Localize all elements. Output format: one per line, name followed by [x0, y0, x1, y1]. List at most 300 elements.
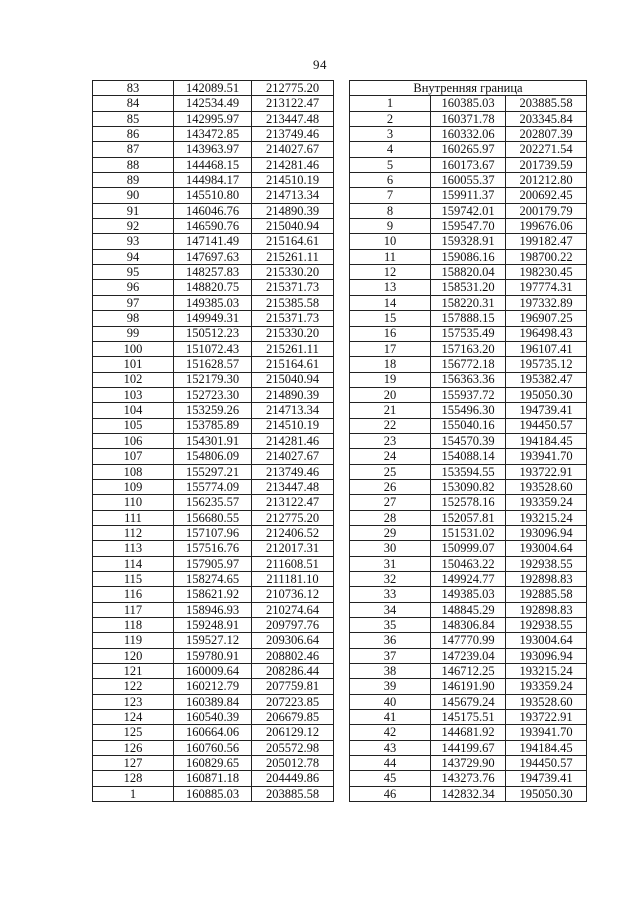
x-coordinate-cell: 159742.01: [431, 203, 506, 218]
y-coordinate-cell: 193004.64: [506, 633, 587, 648]
table-row: [350, 710, 587, 725]
point-number-cell: 99: [93, 326, 174, 341]
y-coordinate-cell: 213447.48: [252, 479, 334, 494]
point-number-cell: 31: [350, 556, 431, 571]
point-number-cell: 39: [350, 679, 431, 694]
point-number-cell: 41: [350, 710, 431, 725]
point-number-cell: 104: [93, 403, 174, 418]
x-coordinate-cell: 158621.92: [174, 587, 252, 602]
x-coordinate-cell: 144984.17: [174, 173, 252, 188]
table-row: [93, 142, 334, 157]
y-coordinate-cell: 215040.94: [252, 372, 334, 387]
point-number-cell: 35: [350, 618, 431, 633]
table-row: [350, 433, 587, 448]
y-coordinate-cell: 195050.30: [506, 387, 587, 402]
point-number-cell: 91: [93, 203, 174, 218]
table-row: [93, 694, 334, 709]
y-coordinate-cell: 215371.73: [252, 311, 334, 326]
x-coordinate-cell: 157107.96: [174, 525, 252, 540]
y-coordinate-cell: 194184.45: [506, 740, 587, 755]
point-number-cell: 37: [350, 648, 431, 663]
table-row: [350, 786, 587, 801]
x-coordinate-cell: 154570.39: [431, 433, 506, 448]
table-row: [350, 694, 587, 709]
y-coordinate-cell: 202807.39: [506, 127, 587, 142]
x-coordinate-cell: 156363.36: [431, 372, 506, 387]
x-coordinate-cell: 157163.20: [431, 341, 506, 356]
table-row: [350, 311, 587, 326]
y-coordinate-cell: 214890.39: [252, 387, 334, 402]
table-row: [350, 142, 587, 157]
point-number-cell: 107: [93, 449, 174, 464]
x-coordinate-cell: 149949.31: [174, 311, 252, 326]
coordinates-table-inner: [349, 80, 587, 802]
point-number-cell: 29: [350, 525, 431, 540]
point-number-cell: 101: [93, 357, 174, 372]
point-number-cell: 111: [93, 510, 174, 525]
x-coordinate-cell: 157516.76: [174, 541, 252, 556]
x-coordinate-cell: 160385.03: [431, 96, 506, 111]
x-coordinate-cell: 154806.09: [174, 449, 252, 464]
table-row: [350, 479, 587, 494]
x-coordinate-cell: 156772.18: [431, 357, 506, 372]
table-row: [350, 127, 587, 142]
y-coordinate-cell: 207223.85: [252, 694, 334, 709]
x-coordinate-cell: 160885.03: [174, 786, 252, 801]
x-coordinate-cell: 144199.67: [431, 740, 506, 755]
x-coordinate-cell: 158820.04: [431, 265, 506, 280]
y-coordinate-cell: 205012.78: [252, 756, 334, 771]
table-row: [93, 710, 334, 725]
table-row: [93, 479, 334, 494]
x-coordinate-cell: 160371.78: [431, 111, 506, 126]
point-number-cell: 7: [350, 188, 431, 203]
x-coordinate-cell: 159248.91: [174, 618, 252, 633]
x-coordinate-cell: 160389.84: [174, 694, 252, 709]
y-coordinate-cell: 205572.98: [252, 740, 334, 755]
x-coordinate-cell: 149385.03: [174, 295, 252, 310]
table-row: [350, 203, 587, 218]
x-coordinate-cell: 143273.76: [431, 771, 506, 786]
x-coordinate-cell: 143472.85: [174, 127, 252, 142]
x-coordinate-cell: 142995.97: [174, 111, 252, 126]
table-caption-row: [350, 81, 587, 96]
table-row: [93, 495, 334, 510]
table-row: [350, 756, 587, 771]
table-row: [93, 387, 334, 402]
table-row: [350, 295, 587, 310]
x-coordinate-cell: 155040.16: [431, 418, 506, 433]
y-coordinate-cell: 193096.94: [506, 525, 587, 540]
table-row: [350, 556, 587, 571]
y-coordinate-cell: 213749.46: [252, 127, 334, 142]
point-number-cell: 95: [93, 265, 174, 280]
x-coordinate-cell: 159780.91: [174, 648, 252, 663]
coordinates-table-body: [93, 81, 334, 802]
y-coordinate-cell: 212406.52: [252, 525, 334, 540]
point-number-cell: 11: [350, 249, 431, 264]
table-row: [350, 341, 587, 356]
point-number-cell: 124: [93, 710, 174, 725]
table-row: [93, 740, 334, 755]
point-number-cell: 9: [350, 219, 431, 234]
point-number-cell: 26: [350, 479, 431, 494]
x-coordinate-cell: 148306.84: [431, 618, 506, 633]
table-row: [93, 464, 334, 479]
table-row: [350, 495, 587, 510]
table-row: [350, 587, 587, 602]
point-number-cell: 21: [350, 403, 431, 418]
table-row: [93, 786, 334, 801]
point-number-cell: 17: [350, 341, 431, 356]
point-number-cell: 83: [93, 81, 174, 96]
table-row: [93, 618, 334, 633]
x-coordinate-cell: 159527.12: [174, 633, 252, 648]
x-coordinate-cell: 149924.77: [431, 572, 506, 587]
table-row: [350, 679, 587, 694]
point-number-cell: 32: [350, 572, 431, 587]
table-row: [350, 372, 587, 387]
x-coordinate-cell: 155774.09: [174, 479, 252, 494]
point-number-cell: 119: [93, 633, 174, 648]
point-number-cell: 128: [93, 771, 174, 786]
y-coordinate-cell: 196498.43: [506, 326, 587, 341]
x-coordinate-cell: 160212.79: [174, 679, 252, 694]
y-coordinate-cell: 193722.91: [506, 464, 587, 479]
point-number-cell: 34: [350, 602, 431, 617]
point-number-cell: 123: [93, 694, 174, 709]
x-coordinate-cell: 160332.06: [431, 127, 506, 142]
table-row: [350, 357, 587, 372]
point-number-cell: 118: [93, 618, 174, 633]
x-coordinate-cell: 147770.99: [431, 633, 506, 648]
y-coordinate-cell: 193359.24: [506, 679, 587, 694]
table-row: [350, 418, 587, 433]
x-coordinate-cell: 146046.76: [174, 203, 252, 218]
table-row: [93, 449, 334, 464]
table-row: [93, 127, 334, 142]
point-number-cell: 42: [350, 725, 431, 740]
point-number-cell: 46: [350, 786, 431, 801]
table-row: [93, 648, 334, 663]
table-row: [93, 602, 334, 617]
y-coordinate-cell: 213122.47: [252, 495, 334, 510]
y-coordinate-cell: 212775.20: [252, 510, 334, 525]
table-row: [350, 664, 587, 679]
y-coordinate-cell: 194739.41: [506, 403, 587, 418]
y-coordinate-cell: 207759.81: [252, 679, 334, 694]
table-row: [93, 249, 334, 264]
point-number-cell: 103: [93, 387, 174, 402]
point-number-cell: 36: [350, 633, 431, 648]
x-coordinate-cell: 150463.22: [431, 556, 506, 571]
x-coordinate-cell: 151628.57: [174, 357, 252, 372]
x-coordinate-cell: 160829.65: [174, 756, 252, 771]
x-coordinate-cell: 160664.06: [174, 725, 252, 740]
x-coordinate-cell: 159328.91: [431, 234, 506, 249]
point-number-cell: 16: [350, 326, 431, 341]
y-coordinate-cell: 194450.57: [506, 756, 587, 771]
x-coordinate-cell: 160055.37: [431, 173, 506, 188]
x-coordinate-cell: 156235.57: [174, 495, 252, 510]
y-coordinate-cell: 215040.94: [252, 219, 334, 234]
table-row: [93, 510, 334, 525]
table-row: [93, 418, 334, 433]
table-row: [350, 96, 587, 111]
table-row: [93, 326, 334, 341]
table-row: [93, 219, 334, 234]
y-coordinate-cell: 214281.46: [252, 157, 334, 172]
x-coordinate-cell: 148820.75: [174, 280, 252, 295]
x-coordinate-cell: 153090.82: [431, 479, 506, 494]
table-row: [350, 188, 587, 203]
table-row: [93, 81, 334, 96]
point-number-cell: 120: [93, 648, 174, 663]
y-coordinate-cell: 204449.86: [252, 771, 334, 786]
table-row: [93, 341, 334, 356]
table-row: [93, 96, 334, 111]
y-coordinate-cell: 193528.60: [506, 479, 587, 494]
x-coordinate-cell: 150512.23: [174, 326, 252, 341]
table-row: [350, 449, 587, 464]
point-number-cell: 121: [93, 664, 174, 679]
y-coordinate-cell: 200692.45: [506, 188, 587, 203]
table-row: [350, 541, 587, 556]
point-number-cell: 105: [93, 418, 174, 433]
x-coordinate-cell: 160265.97: [431, 142, 506, 157]
table-row: [93, 725, 334, 740]
x-coordinate-cell: 158531.20: [431, 280, 506, 295]
point-number-cell: 30: [350, 541, 431, 556]
table-row: [350, 265, 587, 280]
point-number-cell: 117: [93, 602, 174, 617]
y-coordinate-cell: 214510.19: [252, 173, 334, 188]
y-coordinate-cell: 193941.70: [506, 725, 587, 740]
y-coordinate-cell: 193722.91: [506, 710, 587, 725]
x-coordinate-cell: 150999.07: [431, 541, 506, 556]
x-coordinate-cell: 151072.43: [174, 341, 252, 356]
table-row: [93, 403, 334, 418]
x-coordinate-cell: 155496.30: [431, 403, 506, 418]
y-coordinate-cell: 199182.47: [506, 234, 587, 249]
x-coordinate-cell: 142832.34: [431, 786, 506, 801]
point-number-cell: 115: [93, 572, 174, 587]
point-number-cell: 4: [350, 142, 431, 157]
point-number-cell: 12: [350, 265, 431, 280]
table-row: [93, 265, 334, 280]
y-coordinate-cell: 195735.12: [506, 357, 587, 372]
y-coordinate-cell: 215164.61: [252, 357, 334, 372]
x-coordinate-cell: 153594.55: [431, 464, 506, 479]
point-number-cell: 108: [93, 464, 174, 479]
table-row: [350, 280, 587, 295]
y-coordinate-cell: 214281.46: [252, 433, 334, 448]
y-coordinate-cell: 212775.20: [252, 81, 334, 96]
table-row: [350, 219, 587, 234]
y-coordinate-cell: 214713.34: [252, 188, 334, 203]
point-number-cell: 44: [350, 756, 431, 771]
table-row: [93, 633, 334, 648]
y-coordinate-cell: 196907.25: [506, 311, 587, 326]
x-coordinate-cell: 152723.30: [174, 387, 252, 402]
point-number-cell: 112: [93, 525, 174, 540]
table-row: [350, 602, 587, 617]
table-row: [350, 633, 587, 648]
table-row: [93, 234, 334, 249]
x-coordinate-cell: 153785.89: [174, 418, 252, 433]
point-number-cell: 1: [93, 786, 174, 801]
y-coordinate-cell: 214510.19: [252, 418, 334, 433]
point-number-cell: 33: [350, 587, 431, 602]
table-row: [93, 173, 334, 188]
point-number-cell: 94: [93, 249, 174, 264]
y-coordinate-cell: 212017.31: [252, 541, 334, 556]
table-row: [350, 464, 587, 479]
table-row: [350, 326, 587, 341]
x-coordinate-cell: 158220.31: [431, 295, 506, 310]
y-coordinate-cell: 215371.73: [252, 280, 334, 295]
table-row: [93, 756, 334, 771]
x-coordinate-cell: 155937.72: [431, 387, 506, 402]
point-number-cell: 127: [93, 756, 174, 771]
table-row: [93, 203, 334, 218]
point-number-cell: 100: [93, 341, 174, 356]
y-coordinate-cell: 211608.51: [252, 556, 334, 571]
y-coordinate-cell: 210736.12: [252, 587, 334, 602]
x-coordinate-cell: 159911.37: [431, 188, 506, 203]
x-coordinate-cell: 159547.70: [431, 219, 506, 234]
y-coordinate-cell: 215261.11: [252, 249, 334, 264]
y-coordinate-cell: 193215.24: [506, 510, 587, 525]
table-row: [93, 280, 334, 295]
y-coordinate-cell: 193359.24: [506, 495, 587, 510]
y-coordinate-cell: 195050.30: [506, 786, 587, 801]
point-number-cell: 27: [350, 495, 431, 510]
y-coordinate-cell: 213122.47: [252, 96, 334, 111]
x-coordinate-cell: 152578.16: [431, 495, 506, 510]
table-row: [350, 648, 587, 663]
table-row: [350, 157, 587, 172]
x-coordinate-cell: 142534.49: [174, 96, 252, 111]
x-coordinate-cell: 146191.90: [431, 679, 506, 694]
point-number-cell: 1: [350, 96, 431, 111]
y-coordinate-cell: 211181.10: [252, 572, 334, 587]
point-number-cell: 90: [93, 188, 174, 203]
x-coordinate-cell: 157535.49: [431, 326, 506, 341]
table-row: [93, 771, 334, 786]
x-coordinate-cell: 143963.97: [174, 142, 252, 157]
page-number: 94: [313, 57, 327, 72]
y-coordinate-cell: 194184.45: [506, 433, 587, 448]
x-coordinate-cell: 144468.15: [174, 157, 252, 172]
y-coordinate-cell: 192885.58: [506, 587, 587, 602]
x-coordinate-cell: 160540.39: [174, 710, 252, 725]
point-number-cell: 86: [93, 127, 174, 142]
y-coordinate-cell: 202271.54: [506, 142, 587, 157]
table-row: [93, 556, 334, 571]
point-number-cell: 98: [93, 311, 174, 326]
point-number-cell: 43: [350, 740, 431, 755]
table-caption: Внутренняя граница: [350, 81, 587, 96]
x-coordinate-cell: 157905.97: [174, 556, 252, 571]
y-coordinate-cell: 203345.84: [506, 111, 587, 126]
x-coordinate-cell: 147239.04: [431, 648, 506, 663]
x-coordinate-cell: 145679.24: [431, 694, 506, 709]
y-coordinate-cell: 193096.94: [506, 648, 587, 663]
point-number-cell: 45: [350, 771, 431, 786]
point-number-cell: 88: [93, 157, 174, 172]
x-coordinate-cell: 155297.21: [174, 464, 252, 479]
point-number-cell: 24: [350, 449, 431, 464]
y-coordinate-cell: 206129.12: [252, 725, 334, 740]
y-coordinate-cell: 193004.64: [506, 541, 587, 556]
table-row: [93, 188, 334, 203]
x-coordinate-cell: 160871.18: [174, 771, 252, 786]
point-number-cell: 18: [350, 357, 431, 372]
y-coordinate-cell: 208286.44: [252, 664, 334, 679]
y-coordinate-cell: 215330.20: [252, 265, 334, 280]
y-coordinate-cell: 203885.58: [506, 96, 587, 111]
y-coordinate-cell: 193215.24: [506, 664, 587, 679]
x-coordinate-cell: 158946.93: [174, 602, 252, 617]
point-number-cell: 89: [93, 173, 174, 188]
y-coordinate-cell: 213749.46: [252, 464, 334, 479]
x-coordinate-cell: 158274.65: [174, 572, 252, 587]
point-number-cell: 125: [93, 725, 174, 740]
point-number-cell: 25: [350, 464, 431, 479]
x-coordinate-cell: 149385.03: [431, 587, 506, 602]
point-number-cell: 38: [350, 664, 431, 679]
point-number-cell: 102: [93, 372, 174, 387]
point-number-cell: 13: [350, 280, 431, 295]
table-row: [350, 111, 587, 126]
y-coordinate-cell: 192938.55: [506, 618, 587, 633]
y-coordinate-cell: 192938.55: [506, 556, 587, 571]
y-coordinate-cell: 193941.70: [506, 449, 587, 464]
table-row: [93, 157, 334, 172]
y-coordinate-cell: 214027.67: [252, 142, 334, 157]
table-row: [93, 525, 334, 540]
table-row: [93, 679, 334, 694]
table-row: [93, 587, 334, 602]
x-coordinate-cell: 153259.26: [174, 403, 252, 418]
table-row: [93, 664, 334, 679]
y-coordinate-cell: 198230.45: [506, 265, 587, 280]
y-coordinate-cell: 194739.41: [506, 771, 587, 786]
point-number-cell: 114: [93, 556, 174, 571]
point-number-cell: 6: [350, 173, 431, 188]
x-coordinate-cell: 157888.15: [431, 311, 506, 326]
coordinates-table-outer: [92, 80, 334, 802]
y-coordinate-cell: 201739.59: [506, 157, 587, 172]
y-coordinate-cell: 214890.39: [252, 203, 334, 218]
y-coordinate-cell: 206679.85: [252, 710, 334, 725]
point-number-cell: 10: [350, 234, 431, 249]
point-number-cell: 93: [93, 234, 174, 249]
table-row: [93, 541, 334, 556]
y-coordinate-cell: 198700.22: [506, 249, 587, 264]
point-number-cell: 87: [93, 142, 174, 157]
x-coordinate-cell: 145510.80: [174, 188, 252, 203]
y-coordinate-cell: 192898.83: [506, 572, 587, 587]
x-coordinate-cell: 154088.14: [431, 449, 506, 464]
point-number-cell: 113: [93, 541, 174, 556]
y-coordinate-cell: 197774.31: [506, 280, 587, 295]
point-number-cell: 96: [93, 280, 174, 295]
y-coordinate-cell: 203885.58: [252, 786, 334, 801]
table-row: [93, 372, 334, 387]
table-row: [350, 234, 587, 249]
